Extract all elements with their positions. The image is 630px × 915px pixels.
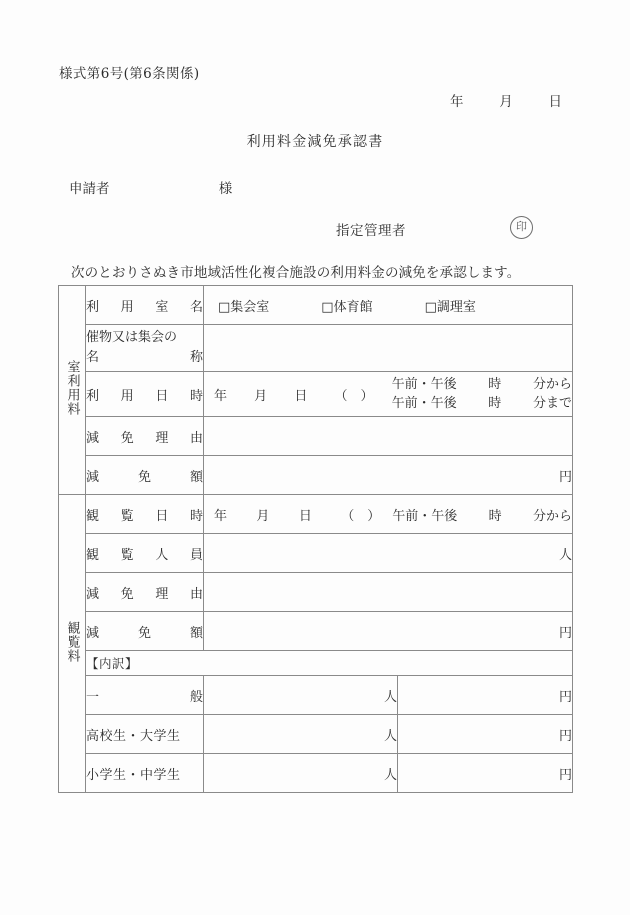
approval-statement: 次のとおりさぬき市地域活性化複合施設の利用料金の減免を承認します。 [71, 265, 521, 281]
field-label-view-reduction-reason: 減 免 理 由 [86, 573, 204, 612]
checkbox-cooking-room[interactable]: □調理室 [424, 299, 476, 315]
field-label-view-datetime: 観 覧 日 時 [86, 495, 204, 534]
table-row [59, 372, 573, 417]
applicant-label: 申請者 [69, 181, 110, 197]
table-row [59, 715, 573, 754]
field-value-room-reduction-reason[interactable] [204, 417, 573, 456]
view-date-month: 月 [256, 508, 270, 524]
applicant-honorific: 様 [218, 181, 233, 197]
document-date-line [450, 90, 562, 110]
view-time-ampm: 午前・午後 [392, 508, 458, 524]
table-row [59, 573, 573, 612]
table-row [59, 754, 573, 793]
breakdown-amount-general[interactable] [398, 676, 573, 715]
breakdown-amount-unit-general: 円 [559, 689, 573, 705]
field-value-room-name[interactable] [204, 286, 573, 325]
applicant-row [69, 177, 232, 197]
view-date-weekday: （ ） [341, 508, 381, 524]
use-date-day: 日 [294, 388, 308, 404]
use-time-start-hour: 時 [488, 376, 502, 392]
breakdown-header: 【内訳】 [86, 651, 573, 676]
table-row [59, 612, 573, 651]
use-date-weekday: （ ） [334, 388, 374, 404]
breakdown-count-unit-highschool-university: 人 [383, 728, 397, 744]
breakdown-count-unit-general: 人 [383, 689, 397, 705]
breakdown-count-unit-elementary-juniorhigh: 人 [383, 767, 397, 783]
form-number: 様式第6号(第6条関係) [59, 66, 200, 82]
table-row [59, 417, 573, 456]
seal-stamp-icon: 印 [510, 216, 533, 239]
room-checkbox-group[interactable] [204, 296, 572, 315]
event-name-label-line2-left: 名 [86, 350, 100, 365]
table-row [59, 456, 573, 495]
checkbox-assembly-room[interactable]: □集会室 [218, 299, 270, 315]
field-value-view-people[interactable] [204, 534, 573, 573]
field-value-event-name[interactable] [204, 325, 573, 372]
table-row [59, 534, 573, 573]
field-value-use-datetime[interactable] [204, 372, 573, 417]
field-label-room-name: 利 用 室 名 [86, 286, 204, 325]
date-day-label: 日 [548, 94, 562, 110]
breakdown-count-general[interactable] [204, 676, 398, 715]
checkbox-gymnasium[interactable]: □体育館 [321, 299, 373, 315]
section-label-viewing-fee: 観覧料 [59, 495, 86, 793]
table-row [59, 676, 573, 715]
event-name-label-line1: 催物又は集会の [86, 329, 178, 345]
breakdown-label-general: 一 般 [86, 676, 204, 715]
field-label-use-datetime: 利 用 日 時 [86, 372, 204, 417]
use-time-start-minute: 分から [533, 376, 573, 392]
field-label-room-reduction-reason: 減 免 理 由 [86, 417, 204, 456]
breakdown-label-highschool-university: 高校生・大学生 [86, 715, 204, 754]
date-year-label: 年 [450, 94, 464, 110]
view-date-day: 日 [298, 508, 312, 524]
room-reduction-amount-unit: 円 [559, 469, 573, 485]
table-row [59, 495, 573, 534]
date-month-label: 月 [499, 94, 513, 110]
field-value-view-reduction-reason[interactable] [204, 573, 573, 612]
manager-label: 指定管理者 [336, 223, 406, 239]
field-value-view-reduction-amount[interactable] [204, 612, 573, 651]
use-date-month: 月 [254, 388, 268, 404]
breakdown-amount-highschool-university[interactable] [398, 715, 573, 754]
view-time-hour: 時 [488, 508, 502, 524]
field-value-view-datetime[interactable] [204, 495, 573, 534]
section-label-room-fee: 室利用料 [59, 286, 86, 495]
reduction-form-table [58, 285, 573, 793]
view-reduction-amount-unit: 円 [559, 625, 573, 641]
field-label-room-reduction-amount: 減 免 額 [86, 456, 204, 495]
breakdown-count-highschool-university[interactable] [204, 715, 398, 754]
breakdown-count-elementary-juniorhigh[interactable] [204, 754, 398, 793]
use-time-end-minute: 分まで [533, 396, 573, 411]
breakdown-amount-elementary-juniorhigh[interactable] [398, 754, 573, 793]
table-row [59, 325, 573, 372]
field-label-view-reduction-amount: 減 免 額 [86, 612, 204, 651]
breakdown-amount-unit-highschool-university: 円 [559, 728, 573, 744]
field-value-room-reduction-amount[interactable] [204, 456, 573, 495]
table-row [59, 651, 573, 676]
field-label-view-people: 観 覧 人 員 [86, 534, 204, 573]
use-time-start-ampm: 午前・午後 [391, 376, 457, 392]
event-name-label-line2-right: 称 [189, 350, 203, 365]
view-date-year: 年 [214, 508, 228, 524]
field-label-event-name [86, 325, 204, 372]
breakdown-label-elementary-juniorhigh: 小学生・中学生 [86, 754, 204, 793]
use-time-end-hour: 時 [488, 396, 502, 411]
table-row [59, 286, 573, 325]
use-time-end-ampm: 午前・午後 [391, 396, 457, 411]
view-time-minute: 分から [532, 508, 572, 524]
breakdown-amount-unit-elementary-juniorhigh: 円 [559, 767, 573, 783]
use-date-year: 年 [214, 388, 228, 404]
view-people-unit: 人 [559, 547, 573, 563]
document-title: 利用料金減免承認書 [246, 134, 384, 150]
